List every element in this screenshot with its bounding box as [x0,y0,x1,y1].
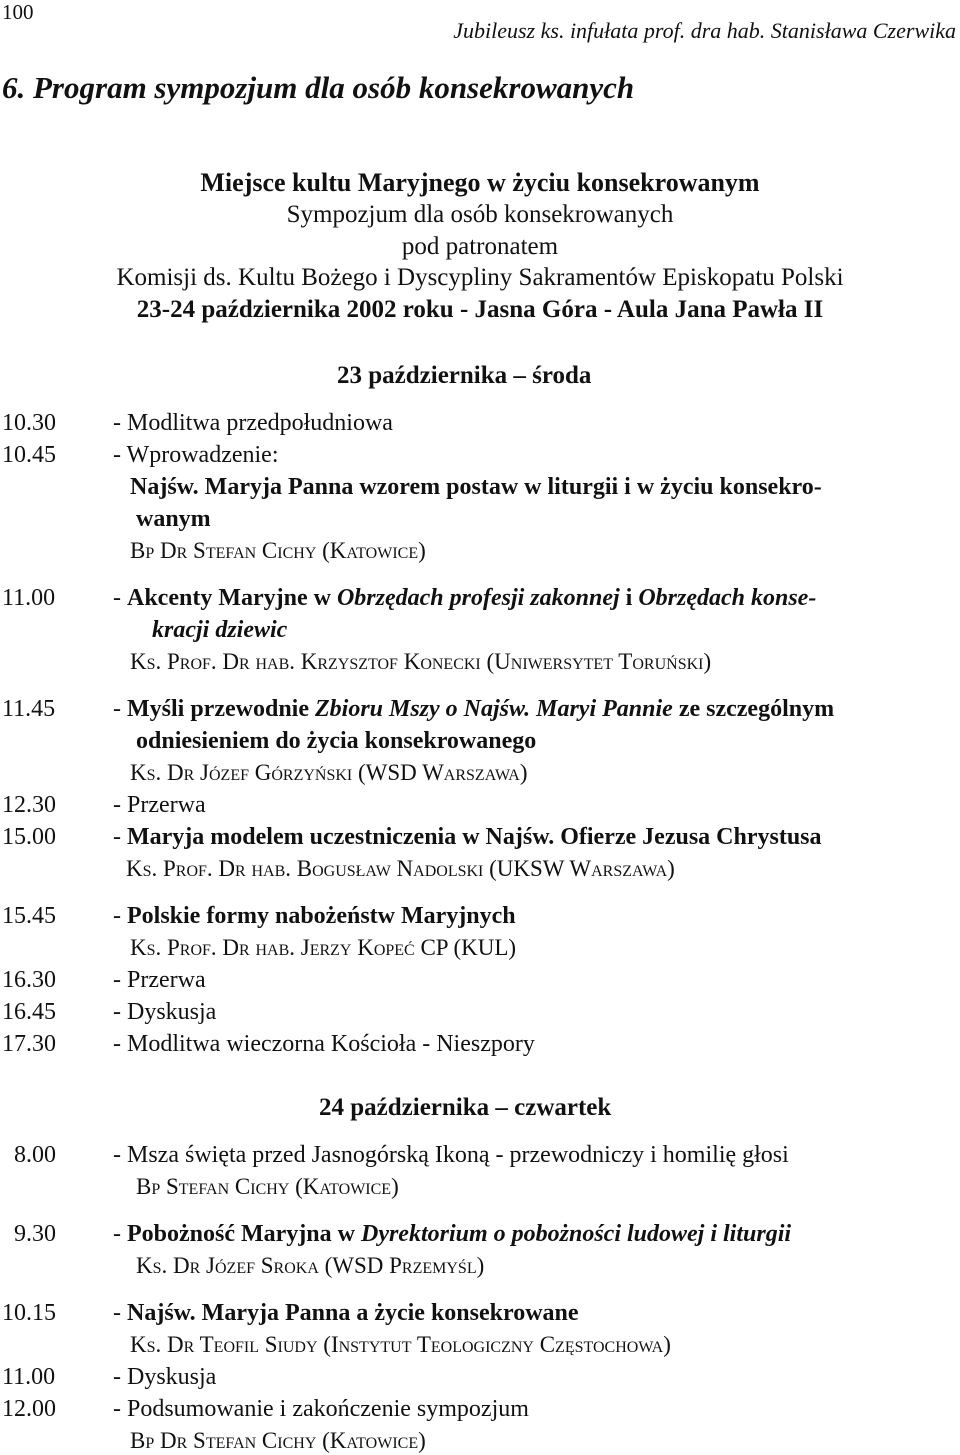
speaker: Bp Dr Stefan Cichy (Katowice) [130,538,426,563]
lecture-title-italic: Dyrektorium o pobożności ludowej i liturgii [360,1221,792,1247]
dash: - [113,1221,121,1247]
entry-time: 11.45 [2,696,56,722]
entry-time: 15.00 [2,824,56,850]
lecture-title-part: ze szczególnym [678,696,835,722]
entry-time: 10.15 [2,1300,56,1326]
patron-commission: Komisji ds. Kultu Bożego i Dyscypliny Sakramentów Episkopatu Polski [116,264,844,291]
entry-time: 8.00 [14,1142,56,1168]
entry-text: - Wprowadzenie: [113,442,279,468]
entry-text: - Przerwa [113,967,206,993]
speaker: Ks. Dr Teofil Siudy (Instytut Teologiczny Częstochowa) [130,1332,671,1357]
lecture-title-cont: wanym [136,506,211,532]
entry-text: - Msza święta przed Jasnogórską Ikoną - przewodniczy i homilię głosi [113,1142,789,1168]
entry-text: - Przerwa [113,792,206,818]
dash: - [113,903,121,929]
lecture-line [113,1300,579,1327]
entry-time: 11.00 [2,1364,56,1390]
entry-text: - Dyskusja [113,1364,217,1390]
entry-text: - Dyskusja [113,999,217,1025]
dash: - [113,696,121,722]
entry-time: 12.00 [2,1396,56,1422]
entry-text: - Modlitwa wieczorna Kościoła - Nieszpory [113,1031,535,1057]
speaker: Ks. Prof. Dr hab. Jerzy Kopeć CP (KUL) [130,935,517,960]
date-place: 23-24 października 2002 roku - Jasna Góra - Aula Jana Pawła II [136,296,824,323]
entry-time: 15.45 [2,903,56,929]
entry-time: 12.30 [2,792,56,818]
lecture-line [113,824,822,851]
day-heading-2: 24 października – czwartek [319,1094,612,1121]
section-title: 6. Program sympozjum dla osób konsekrowanych [2,70,635,105]
symposium-subtitle: Sympozjum dla osób konsekrowanych [286,201,674,228]
lecture-title-cont: kracji dziewic [152,617,288,643]
speaker: Ks. Prof. Dr hab. Bogusław Nadolski (UKSW Warszawa) [126,856,675,881]
dash: - [113,585,121,611]
page-number: 100 [2,0,34,24]
entry-time: 17.30 [2,1031,56,1057]
lecture-title: Najśw. Maryja Panna wzorem postaw w liturgii i w życiu konsekro- [130,474,822,500]
lecture-line [113,903,516,930]
speaker: Bp Stefan Cichy (Katowice) [136,1174,399,1199]
lecture-title-part: Akcenty Maryjne w [127,585,331,611]
lecture-title-part: Myśli przewodnie [127,696,309,722]
entry-time: 16.30 [2,967,56,993]
entry-time: 10.30 [2,410,56,436]
speaker: Ks. Prof. Dr hab. Krzysztof Konecki (Uniwersytet Toruński) [130,649,712,674]
running-head: Jubileusz ks. infułata prof. dra hab. Stanisława Czerwika [453,18,956,43]
entry-text: - Modlitwa przedpołudniowa [113,410,393,436]
lecture-title: Najśw. Maryja Panna a życie konsekrowane [127,1300,579,1326]
lecture-title-part: i [625,585,633,611]
dash: - [113,1300,121,1326]
lecture-title: Maryja modelem uczestniczenia w Najśw. Ofierze Jezusa Chrystusa [127,824,822,850]
entry-time: 16.45 [2,999,56,1025]
lecture-line [113,585,816,612]
lecture-title-italic: Obrzędach profesji zakonnej [336,585,620,611]
lecture-title-italic: Zbioru Mszy o Najśw. Maryi Pannie [314,696,673,722]
speaker: Ks. Dr Józef Sroka (WSD Przemyśl) [136,1253,485,1278]
lecture-title-part: Pobożność Maryjna w [127,1221,355,1247]
speaker: Bp Dr Stefan Cichy (Katowice) [130,1428,426,1453]
lecture-title-cont: odniesieniem do życia konsekrowanego [136,728,537,754]
lecture-line [113,696,834,723]
entry-time: 9.30 [14,1221,56,1247]
lecture-title-italic: Obrzędach konse- [638,585,817,611]
entry-time: 11.00 [2,585,56,611]
patron-line: pod patronatem [401,233,559,260]
entry-time: 10.45 [2,442,56,468]
symposium-title: Miejsce kultu Maryjnego w życiu konsekrowanym [200,168,760,197]
day-heading-1: 23 października – środa [337,362,592,389]
lecture-title: Polskie formy nabożeństw Maryjnych [127,903,516,929]
dash: - [113,824,121,850]
speaker: Ks. Dr Józef Górzyński (WSD Warszawa) [130,760,528,785]
entry-text: - Podsumowanie i zakończenie sympozjum [113,1396,529,1422]
lecture-line [113,1221,791,1248]
